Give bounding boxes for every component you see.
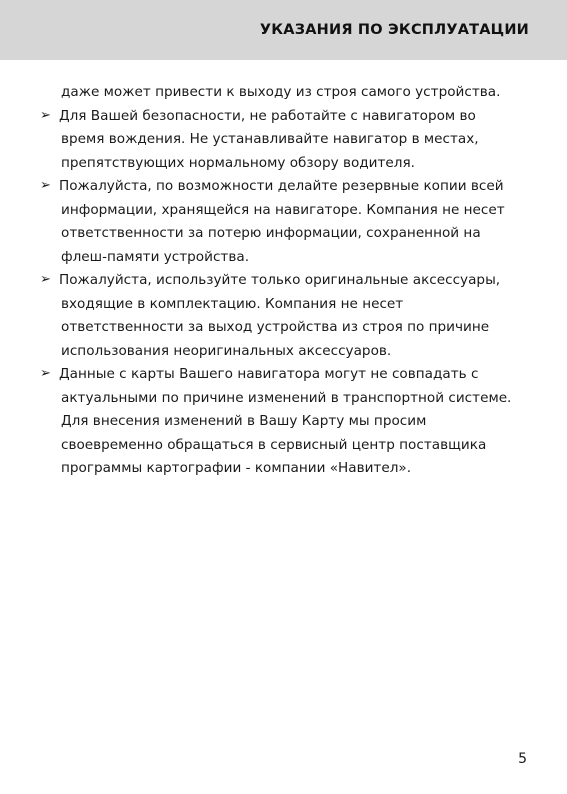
text-line: даже может привести к выходу из строя самого устройства. <box>61 84 501 100</box>
page-number: 5 <box>518 751 527 767</box>
text-line: ответственности за выход устройства из строя по причине <box>61 319 490 335</box>
text-line: входящие в комплектацию. Компания не несет <box>61 295 404 312</box>
text-line: программы картографии - компании «Навител». <box>61 460 412 476</box>
text-line: ответственности за потерю информации, сохраненной на <box>61 225 481 241</box>
text-line: время вождения. Не устанавливайте навигатор в местах, <box>61 131 479 147</box>
text-line: Для Вашей безопасности, не работайте с навигатором во <box>59 107 476 124</box>
arrowhead-bullet-icon: ➢ <box>40 366 51 381</box>
text-line: использования неоригинальных аксессуаров. <box>61 342 392 359</box>
arrowhead-bullet-icon: ➢ <box>40 272 51 287</box>
text-line: препятствующих нормальному обзору водителя. <box>61 154 415 171</box>
text-line: Пожалуйста, по возможности делайте резервные копии всей <box>59 178 504 194</box>
text-line: флеш-памяти устройства. <box>61 248 250 265</box>
text-line: информации, хранящейся на навигаторе. Компания не несет <box>61 201 505 218</box>
arrowhead-bullet-icon: ➢ <box>40 178 51 193</box>
header-band <box>0 0 567 60</box>
arrowhead-bullet-icon: ➢ <box>40 107 51 123</box>
text-line: Данные с карты Вашего навигатора могут не совпадать с <box>59 366 479 382</box>
text-line: актуальными по причине изменений в транспортной системе. <box>61 389 512 406</box>
section-title: УКАЗАНИЯ ПО ЭКСПЛУАТАЦИИ <box>259 22 529 38</box>
text-line: Для внесения изменений в Вашу Карту мы просим <box>61 413 427 429</box>
text-line: Пожалуйста, используйте только оригинальные аксессуары, <box>59 272 501 288</box>
text-line: своевременно обращаться в сервисный центр поставщика <box>61 436 487 453</box>
